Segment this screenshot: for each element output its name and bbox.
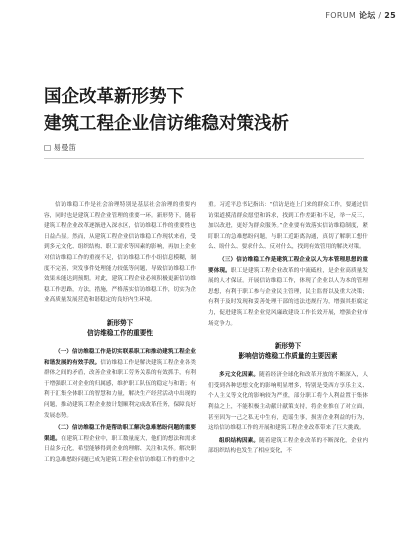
left-column [44,200,196,467]
factor-2-heading: 组织结构因素。 [219,437,260,444]
title-line-1: 国企改革新形势下 [44,87,184,107]
factor-1-heading: 多元文化因素。 [219,372,260,379]
factor-1-body: 随着经济全球化和改革开放的不断深入，人们受到各种思想文化的影响明显增多，特别是受西方享乐主义、个人主义等文化的影响较为严重，部分职工将个人利益置于集体利益之上，不能积极主动献计献策支持，将企业推在了对立面，甚至因为一己之私无中生有，造谣生事，损害企业利益的行为，这给信访维稳工作的开展和建筑工程企业改革带来了巨大挑战。 [208,372,368,432]
point-3-heading: （三）信访维稳工作是建筑工程企业以人为本管理思想的重要体现。 [208,256,368,274]
header-separator: / [378,11,382,20]
section-heading-line-1: 新形势下 [106,318,134,327]
point-1-paragraph [44,347,196,421]
point-3-body: 职工是建筑工程企业改革的中流砥柱，是企业高质量发展的人才保证。开展信访维稳工作，体现了企业以人为本的管理思想，有利于职工参与企业民主管理，民主监督以及重大决策；有利于及时发现和妥善处理干部的违法违规行为，增强其拒腐定力，促进建筑工程企业党风廉政建设工作长效开展，增强企业市场竞争力。 [208,267,368,327]
point-1-body: 信访维稳工作是解决建筑工程企业各类群体之间的矛盾，改善企业和职工劳务关系的有效抓手，有利于增强职工对企业的归属感，维护职工队伍的稳定与和谐；有利于汇集全体职工的智慧和力量，解决生产经营活动中出现的问题，推动建筑工程企业按计划顺利完成改革任务，保障良好发展态势。 [44,359,196,419]
title-line-2: 建筑工程企业信访维稳对策浅析 [44,114,289,134]
section-heading-line-2: 影响信访维稳工作质量的主要因素 [238,352,338,361]
right-column [208,200,368,459]
page-header [325,10,396,21]
point-2-body: 在建筑工程企业中，职工数量庞大，他们的想法和需求日益多元化，希望能够得到企业的理解、关注和关怀。解决职工的急难愁盼问题已成为建筑工程企业信访维稳工作的重中之 [44,435,196,463]
point-2-heading: （二）信访维稳工作是帮助职工解决急难愁盼问题的重要渠道。 [44,425,196,442]
title-divider [44,158,364,159]
section-heading-factors [208,341,368,361]
section-heading-line-2: 信访维稳工作的重要性 [87,328,153,337]
column-name: 论坛 [358,11,376,20]
point-2-paragraph [44,423,196,465]
intro-paragraph: 信访维稳工作是社会治理特别是基层社会治理的重要内容，同时也是建筑工程企业管理的重要一环。新形势下，随着建筑工程企业改革逐渐进入深水区，信访维稳工作的重要性也日益凸显。然而，从建筑工程企业信访维稳工作现状来看，受到多元文化、组织结构、职工需求等因素的影响，再加上企业对信访维稳工作的重视不足，信访维稳工作小组信息模糊，制度不完善，突发事件处理能力较低等问题，导致信访维稳工作效果未能达到预期。对此，建筑工程企业必须积极更新信访维稳工作思路，方法，措施，严格落实信访维稳工作，切实为企业高质量发展营造和谐稳定的良好内生环境。 [44,202,196,304]
factor-1-paragraph [208,370,368,434]
point-1-heading: （一）信访维稳工作是切实联系职工和推动建筑工程企业和谐发展的有效手段。 [44,348,196,366]
factor-2-paragraph [208,436,368,457]
continued-paragraph: 重。习近平总书记指出：“信访是连上门来的群众工作，要通过信访渠道摸清群众愿望和诉求，找到工作差距和不足，举一反三，加以改进，更好为群众服务。”企业要有效落实信访维稳制度，紧盯职工的急难愁盼问题，与职工近距离沟通，真切了解职工想什么、盼什么、要求什么、反对什么，找到有效管用的解决对策。 [208,202,368,251]
journal-name: FORUM [325,11,357,20]
section-heading-line-1: 新形势下 [274,342,302,351]
factor-2-body: 随着建筑工程企业改革的不断深化，企业内部组织结构也发生了相应变化，不 [208,437,368,455]
section-heading-importance [44,318,196,338]
page-number: 25 [384,11,396,20]
author-byline: □ 易曼笛 [44,143,76,152]
article-title [44,84,364,138]
point-3-paragraph [208,255,368,329]
